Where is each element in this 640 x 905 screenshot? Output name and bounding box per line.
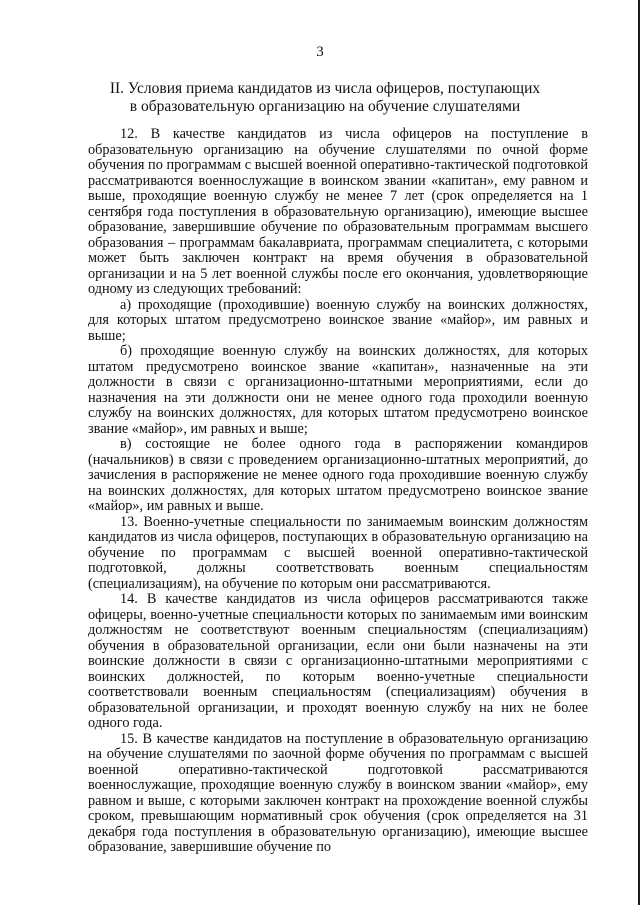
section-heading-line-2: в образовательную организацию на обучение слушателями <box>129 98 521 115</box>
page-number: 3 <box>316 44 324 60</box>
paragraph-13: 13. Военно-учетные специальности по занимаемым воинским должностям кандидатов из числа офицеров, поступающих в образовательную организацию на обучение по программам с высшей военной оперативно-тактической подготовкой, должны соответствовать военным специальностям (специализациям), на обучение по которым они рассматриваются. <box>88 513 588 592</box>
paragraph-12: 12. В качестве кандидатов из числа офицеров на поступление в образовательную организацию на обучение слушателями по очной форме обучения по программам с высшей военной оперативно-тактической подготовкой рассматриваются военнослужащие в воинском звании «капитан», ему равном и выше, проходящие военную службу не менее 7 лет (срок определяется на 1 сентября года поступления в образовательную организацию), имеющие высшее образование, завершившие обучение по образовательным программам высшего образования – программам бакалавриата, программам специалитета, с которыми может быть заключен контракт на время обучения в образовательной организации и на 5 лет военной службы после его окончания, удовлетворяющие одному из следующих требований: <box>88 126 588 297</box>
paragraph-15: 15. В качестве кандидатов на поступление в образовательную организацию на обучение слушателями по заочной форме обучения по программам с высшей военной оперативно-тактической подготовкой рассматриваются военнослужащие, проходящие военную службу в воинском звании «майор», ему равном и выше, с которыми заключен контракт на прохождение военной службы сроком, превышающим нормативный срок обучения (срок определяется на 31 декабря года поступления в образовательную организацию), имеющие высшее образование, завершившие обучение по <box>88 730 588 855</box>
paragraph-12-item-b: б) проходящие военную службу на воинских должностях, для которых штатом предусмотрено воинское звание «капитан», назначенные на эти должности в связи с организационно-штатными мероприятиями, если до назначения на эти должности они не менее одного года проходили военную службу на воинских должностях, для которых штатом предусмотрено воинское звание «майор», им равных и выше; <box>88 343 588 437</box>
section-heading <box>90 80 560 116</box>
document-body <box>88 127 588 856</box>
paragraph-14: 14. В качестве кандидатов из числа офицеров рассматриваются также офицеры, военно-учетные специальности которых по занимаемым ими воинским должностям не соответствуют военным специальностям (специализациям) обучения в образовательной организации, если они были назначены на эти воинские должности в связи с организационно-штатными мероприятиями с воинских должностей, по которым военно-учетные специальности соответствовали военным специальностям (специализациям) обучения в образовательной организации, и проходят военную службу на них не более одного года. <box>88 591 588 731</box>
section-heading-line-1: II. Условия приема кандидатов из числа офицеров, поступающих <box>109 80 541 97</box>
paragraph-12-item-c: в) состоящие не более одного года в распоряжении командиров (начальников) в связи с проведением организационно-штатных мероприятий, до зачисления в распоряжение не менее одного года проходившие военную службу на воинских должностях, для которых штатом предусмотрено воинское звание «майор», им равных и выше. <box>88 436 588 514</box>
paragraph-12-item-a: а) проходящие (проходившие) военную службу на воинских должностях, для которых штатом предусмотрено воинское звание «майор», им равных и выше; <box>88 296 588 344</box>
